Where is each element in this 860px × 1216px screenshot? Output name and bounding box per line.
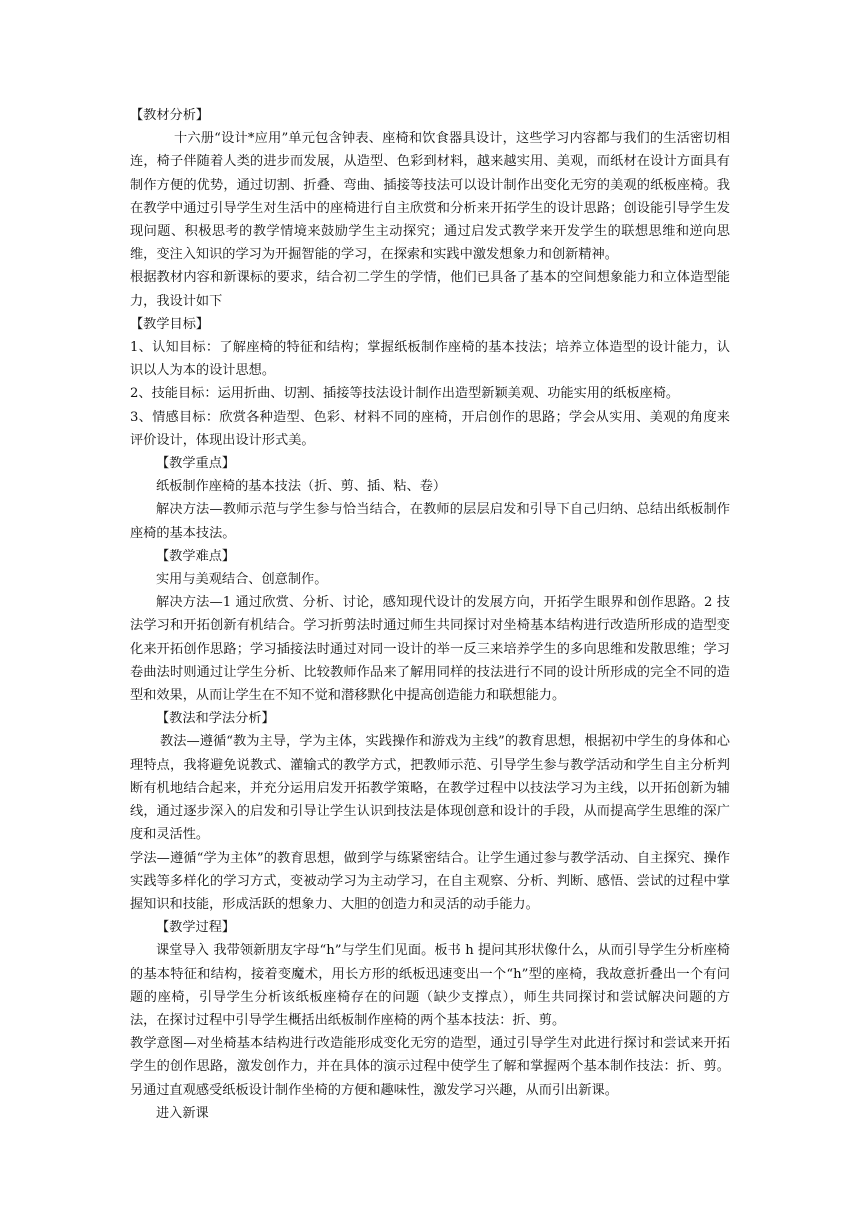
paragraph-teaching-intent: 教学意图—对坐椅基本结构进行改造能形成变化无穷的造型，通过引导学生对此进行探讨和尝试来开拓学生的创作思路，激发创作力，并在具体的演示过程中使学生了解和掌握两个基本制作技法：折、剪。另通过直观感受纸板设计制作坐椅的方便和趣味性，激发学习兴趣，从而引出新课。 xyxy=(130,1036,730,1098)
paragraph-difficulties-solution: 解决方法—1 通过欣赏、分析、讨论，感知现代设计的发展方向，开拓学生眼界和创作思路。2 技法学习和开拓创新有机结合。学习折剪法时通过师生共同探讨对坐椅基本结构进行改造所形成的造型变化来开拓创作思路；学习插接法时通过对同一设计的举一反三来培养学生的多向思维和发散思维；学习卷曲法时则通过让学生分析、比较教师作品来了解用同样的技法进行不同的设计所形成的完全不同的造型和效果，从而让学生在不知不觉和潜移默化中提高创造能力和联想能力。 xyxy=(130,595,730,704)
goal-item-skill: 2、技能目标：运用折曲、切割、插接等技法设计制作出造型新颖美观、功能实用的纸板座椅。 xyxy=(130,386,680,402)
paragraph-key-points-solution: 解决方法—教师示范与学生参与恰当结合，在教师的层层启发和引导下自己归纳、总结出纸板制作座椅的基本技法。 xyxy=(130,502,730,541)
paragraph-key-points: 纸板制作座椅的基本技法（折、剪、插、粘、卷） xyxy=(156,479,447,495)
paragraph-design-basis: 根据教材内容和新课标的要求，结合初二学生的学情，他们已具备了基本的空间想象能力和立体造型能力，我设计如下 xyxy=(130,270,730,309)
section-heading-teaching-goals: 【教学目标】 xyxy=(130,316,210,332)
section-heading-teaching-process: 【教学过程】 xyxy=(156,920,236,936)
section-heading-difficulties: 【教学难点】 xyxy=(156,548,236,564)
paragraph-textbook-analysis: 十六册“设计*应用”单元包含钟表、座椅和饮食器具设计，这些学习内容都与我们的生活密切相连，椅子伴随着人类的进步而发展，从造型、色彩到材料，越来越实用、美观，而纸材在设计方面具有制作方便的优势，通过切割、折叠、弯曲、插接等技法可以设计制作出变化无穷的美观的纸板座椅。我在教学中通过引导学生对生活中的座椅进行自主欣赏和分析来开拓学生的设计思路；创设能引导学生发现问题、积极思考的教学情境来鼓励学生主动探究；通过启发式教学来开发学生的联想思维和逆向思维，变注入知识的学习为开掘智能的学习，在探索和实践中激发想象力和创新精神。 xyxy=(130,131,730,263)
goal-item-emotion: 3、情感目标：欣赏各种造型、色彩、材料不同的座椅，开启创作的思路；学会从实用、美观的角度来评价设计，体现出设计形式美。 xyxy=(130,409,730,448)
section-heading-methods: 【教法和学法分析】 xyxy=(156,711,275,727)
document-body xyxy=(130,104,730,1125)
section-heading-textbook-analysis: 【教材分析】 xyxy=(130,108,210,123)
paragraph-class-intro: 课堂导入 我带领新朋友字母“h”与学生们见面。板书 h 提问其形状像什么，从而引导学生分析座椅的基本特征和结构，接着变魔术，用长方形的纸板迅速变出一个“h”型的座椅，我故意折叠出一个有问题的座椅，引导学生分析该纸板座椅存在的问题（缺少支撑点），师生共同探讨和尝试解决问题的方法，在探讨过程中引导学生概括出纸板制作座椅的两个基本技法：折、剪。 xyxy=(130,943,730,1028)
goal-item-cognitive: 1、认知目标：了解座椅的特征和结构；掌握纸板制作座椅的基本技法；培养立体造型的设计能力，认识以人为本的设计思想。 xyxy=(130,340,730,379)
paragraph-teaching-method: 教法—遵循“教为主导，学为主体，实践操作和游戏为主线”的教育思想，根据初中学生的身体和心理特点，我将避免说教式、灌输式的教学方式，把教师示范、引导学生参与教学活动和学生自主分析判断有机地结合起来，并充分运用启发开拓教学策略，在教学过程中以技法学习为主线，以开拓创新为辅线，通过逐步深入的启发和引导让学生认识到技法是体现创意和设计的手段，从而提高学生思维的深广度和灵活性。 xyxy=(130,734,730,843)
section-heading-key-points: 【教学重点】 xyxy=(156,456,236,472)
paragraph-new-lesson: 进入新课 xyxy=(156,1105,209,1121)
paragraph-learning-method: 学法—遵循“学为主体”的教育思想，做到学与练紧密结合。让学生通过参与教学活动、自主探究、操作实践等多样化的学习方式，变被动学习为主动学习，在自主观察、分析、判断、感悟、尝试的过程中掌握知识和技能，形成活跃的想象力、大胆的创造力和灵活的动手能力。 xyxy=(130,850,730,912)
paragraph-difficulties: 实用与美观结合、创意制作。 xyxy=(156,572,328,588)
